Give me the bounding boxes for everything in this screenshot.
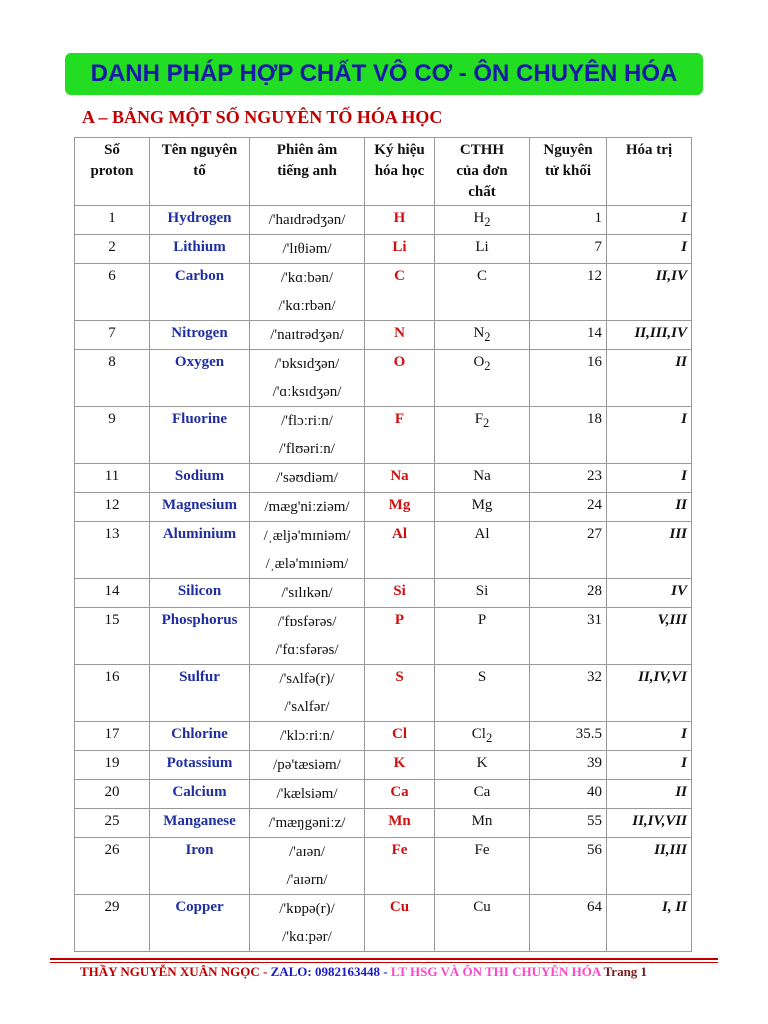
- cell-symbol: P: [365, 608, 435, 665]
- cell-proton: 13: [75, 522, 150, 579]
- phonetic-line: /'sʌlfə(r)/: [279, 671, 335, 687]
- header-symbol: Ký hiệu hóa học: [365, 138, 435, 206]
- cell-valence: II,IV: [607, 264, 692, 321]
- cell-symbol: H: [365, 206, 435, 235]
- formula-text: Fe: [474, 842, 490, 858]
- cell-proton: 14: [75, 579, 150, 608]
- cell-atomic-mass: 32: [530, 665, 607, 722]
- cell-element-name: Manganese: [150, 809, 250, 838]
- cell-valence: II,IV,VI: [607, 665, 692, 722]
- phonetic-line: /'mæŋgəniːz/: [268, 815, 346, 831]
- cell-element-name: Nitrogen: [150, 321, 250, 350]
- cell-element-name: Aluminium: [150, 522, 250, 579]
- phonetic-line: /'haɪdrədʒən/: [268, 212, 346, 228]
- cell-valence: V,III: [607, 608, 692, 665]
- table-header-row: [75, 138, 692, 206]
- footer: [80, 964, 647, 980]
- formula-text: O: [473, 354, 485, 370]
- formula-text: Mg: [471, 497, 493, 513]
- table-row: [75, 780, 692, 809]
- cell-valence: I: [607, 751, 692, 780]
- section-heading: A – BẢNG MỘT SỐ NGUYÊN TỐ HÓA HỌC: [82, 107, 443, 127]
- cell-element-name: Potassium: [150, 751, 250, 780]
- table-row: [75, 493, 692, 522]
- cell-phonetic: [250, 838, 365, 895]
- cell-proton: 2: [75, 235, 150, 264]
- cell-symbol: Mn: [365, 809, 435, 838]
- cell-proton: 19: [75, 751, 150, 780]
- phonetic-line: /'sɪlɪkən/: [281, 585, 333, 601]
- formula-text: Al: [474, 526, 490, 542]
- cell-symbol: S: [365, 665, 435, 722]
- cell-element-name: Iron: [150, 838, 250, 895]
- title-banner: [65, 53, 703, 95]
- formula-text: N: [473, 325, 485, 341]
- table-row: [75, 407, 692, 464]
- table-row: [75, 206, 692, 235]
- formula-text: P: [477, 612, 487, 628]
- footer-separator: -: [379, 964, 391, 979]
- cell-proton: 25: [75, 809, 150, 838]
- cell-phonetic: [250, 464, 365, 493]
- cell-valence: II,III,IV: [607, 321, 692, 350]
- formula-text: F: [474, 411, 484, 427]
- cell-atomic-mass: 1: [530, 206, 607, 235]
- cell-symbol: K: [365, 751, 435, 780]
- table-row: [75, 579, 692, 608]
- cell-valence: III: [607, 522, 692, 579]
- cell-element-name: Phosphorus: [150, 608, 250, 665]
- phonetic-line: /'fɒsfərəs/: [277, 614, 337, 630]
- formula-text: Na: [473, 468, 491, 484]
- cell-atomic-mass: 23: [530, 464, 607, 493]
- cell-element-name: Calcium: [150, 780, 250, 809]
- header-name: Tên nguyên tố: [150, 138, 250, 206]
- cell-formula: [435, 522, 530, 579]
- cell-valence: II: [607, 780, 692, 809]
- cell-phonetic: [250, 665, 365, 722]
- phonetic-line: /'ɑːksɪdʒən/: [272, 384, 342, 400]
- cell-phonetic: [250, 264, 365, 321]
- formula-subscript: 2: [485, 731, 493, 745]
- cell-valence: I: [607, 407, 692, 464]
- cell-symbol: Si: [365, 579, 435, 608]
- cell-phonetic: [250, 751, 365, 780]
- cell-symbol: Cu: [365, 895, 435, 952]
- table-row: [75, 321, 692, 350]
- phonetic-line: /'aɪərn/: [286, 872, 328, 888]
- footer-rule-thin: [50, 962, 718, 963]
- phonetic-line: /'kælsiəm/: [276, 786, 338, 802]
- cell-phonetic: [250, 522, 365, 579]
- phonetic-line: /'lɪθiəm/: [282, 241, 332, 257]
- cell-atomic-mass: 35.5: [530, 722, 607, 751]
- header-mass: Nguyên tử khối: [530, 138, 607, 206]
- cell-atomic-mass: 16: [530, 350, 607, 407]
- footer-course: LT HSG VÀ ÔN THI CHUYÊN HÓA: [390, 964, 601, 979]
- cell-proton: 1: [75, 206, 150, 235]
- cell-proton: 12: [75, 493, 150, 522]
- cell-formula: [435, 579, 530, 608]
- cell-valence: I: [607, 464, 692, 493]
- cell-formula: [435, 493, 530, 522]
- cell-symbol: Mg: [365, 493, 435, 522]
- phonetic-line: /'səʊdiəm/: [276, 470, 338, 486]
- cell-symbol: Al: [365, 522, 435, 579]
- formula-subscript: 2: [484, 359, 491, 373]
- cell-atomic-mass: 28: [530, 579, 607, 608]
- cell-symbol: F: [365, 407, 435, 464]
- phonetic-line: /'klɔːriːn/: [279, 728, 335, 744]
- cell-element-name: Silicon: [150, 579, 250, 608]
- cell-formula: [435, 407, 530, 464]
- cell-symbol: Fe: [365, 838, 435, 895]
- cell-valence: II: [607, 493, 692, 522]
- phonetic-line: /'naɪtrədʒən/: [270, 327, 344, 343]
- formula-text: H: [473, 210, 485, 226]
- cell-phonetic: [250, 407, 365, 464]
- cell-formula: [435, 809, 530, 838]
- phonetic-line: /ˌæljə'mɪniəm/: [263, 528, 351, 544]
- formula-text: C: [476, 268, 487, 284]
- header-phonetic: Phiên âm tiếng anh: [250, 138, 365, 206]
- phonetic-line: /'kɒpə(r)/: [279, 901, 335, 917]
- cell-symbol: C: [365, 264, 435, 321]
- table-row: [75, 464, 692, 493]
- cell-phonetic: [250, 608, 365, 665]
- phonetic-line: /mæg'niːziəm/: [264, 499, 350, 515]
- formula-text: S: [477, 669, 487, 685]
- cell-formula: [435, 264, 530, 321]
- table-row: [75, 264, 692, 321]
- page-title: DANH PHÁP HỢP CHẤT VÔ CƠ - ÔN CHUYÊN HÓA: [90, 60, 678, 87]
- cell-proton: 16: [75, 665, 150, 722]
- cell-phonetic: [250, 722, 365, 751]
- cell-symbol: Li: [365, 235, 435, 264]
- footer-separator: -: [259, 964, 271, 979]
- cell-formula: [435, 321, 530, 350]
- phonetic-line: /'flʊəriːn/: [279, 441, 335, 457]
- footer-zalo: ZALO: 0982163448: [270, 964, 380, 979]
- element-table: [74, 137, 692, 952]
- formula-text: Li: [475, 239, 489, 255]
- cell-phonetic: [250, 350, 365, 407]
- cell-valence: II,IV,VII: [607, 809, 692, 838]
- table-row: [75, 838, 692, 895]
- formula-text: Mn: [471, 813, 493, 829]
- cell-valence: IV: [607, 579, 692, 608]
- phonetic-line: /ˌælə'mɪniəm/: [265, 556, 349, 572]
- phonetic-line: /'sʌlfər/: [284, 699, 330, 715]
- footer-page-number: Trang 1: [603, 964, 648, 979]
- cell-atomic-mass: 55: [530, 809, 607, 838]
- cell-element-name: Sodium: [150, 464, 250, 493]
- cell-proton: 6: [75, 264, 150, 321]
- table-row: [75, 665, 692, 722]
- table-row: [75, 895, 692, 952]
- cell-proton: 15: [75, 608, 150, 665]
- cell-valence: II: [607, 350, 692, 407]
- formula-text: Si: [475, 583, 489, 599]
- cell-proton: 20: [75, 780, 150, 809]
- cell-phonetic: [250, 895, 365, 952]
- cell-atomic-mass: 56: [530, 838, 607, 895]
- cell-formula: [435, 608, 530, 665]
- table-row: [75, 235, 692, 264]
- cell-atomic-mass: 31: [530, 608, 607, 665]
- cell-atomic-mass: 64: [530, 895, 607, 952]
- cell-atomic-mass: 24: [530, 493, 607, 522]
- cell-atomic-mass: 7: [530, 235, 607, 264]
- cell-element-name: Sulfur: [150, 665, 250, 722]
- formula-subscript: 2: [484, 330, 491, 344]
- cell-symbol: Ca: [365, 780, 435, 809]
- formula-subscript: 2: [484, 215, 491, 229]
- cell-valence: I: [607, 206, 692, 235]
- cell-proton: 11: [75, 464, 150, 493]
- cell-valence: I: [607, 235, 692, 264]
- cell-element-name: Chlorine: [150, 722, 250, 751]
- cell-proton: 8: [75, 350, 150, 407]
- phonetic-line: /'fɑːsfərəs/: [275, 642, 339, 658]
- cell-formula: [435, 464, 530, 493]
- footer-teacher: THẦY NGUYỄN XUÂN NGỌC: [80, 964, 260, 979]
- cell-proton: 7: [75, 321, 150, 350]
- cell-element-name: Copper: [150, 895, 250, 952]
- cell-formula: [435, 350, 530, 407]
- header-formula: CTHH của đơn chất: [435, 138, 530, 206]
- cell-element-name: Fluorine: [150, 407, 250, 464]
- cell-element-name: Hydrogen: [150, 206, 250, 235]
- cell-phonetic: [250, 579, 365, 608]
- cell-atomic-mass: 39: [530, 751, 607, 780]
- cell-symbol: Na: [365, 464, 435, 493]
- cell-element-name: Lithium: [150, 235, 250, 264]
- cell-symbol: Cl: [365, 722, 435, 751]
- cell-valence: I: [607, 722, 692, 751]
- cell-valence: I, II: [607, 895, 692, 952]
- cell-atomic-mass: 12: [530, 264, 607, 321]
- header-valence: Hóa trị: [607, 138, 692, 206]
- phonetic-line: /'kɑːrbən/: [278, 298, 336, 314]
- header-proton: Số proton: [75, 138, 150, 206]
- cell-phonetic: [250, 809, 365, 838]
- cell-phonetic: [250, 206, 365, 235]
- table-row: [75, 751, 692, 780]
- phonetic-line: /'flɔːriːn/: [281, 413, 333, 429]
- cell-symbol: O: [365, 350, 435, 407]
- formula-text: Cu: [473, 899, 491, 915]
- cell-formula: [435, 665, 530, 722]
- phonetic-line: /'kɑːpər/: [282, 929, 332, 945]
- phonetic-line: /'kɑːbən/: [280, 270, 334, 286]
- cell-phonetic: [250, 780, 365, 809]
- cell-phonetic: [250, 321, 365, 350]
- cell-proton: 9: [75, 407, 150, 464]
- cell-element-name: Oxygen: [150, 350, 250, 407]
- phonetic-line: /'aɪən/: [288, 844, 326, 860]
- cell-phonetic: [250, 235, 365, 264]
- cell-formula: [435, 751, 530, 780]
- cell-formula: [435, 206, 530, 235]
- cell-element-name: Magnesium: [150, 493, 250, 522]
- cell-proton: 17: [75, 722, 150, 751]
- table-row: [75, 350, 692, 407]
- cell-proton: 26: [75, 838, 150, 895]
- cell-valence: II,III: [607, 838, 692, 895]
- table-row: [75, 809, 692, 838]
- cell-atomic-mass: 18: [530, 407, 607, 464]
- footer-rule: [50, 958, 718, 960]
- cell-formula: [435, 235, 530, 264]
- cell-formula: [435, 838, 530, 895]
- formula-text: Ca: [473, 784, 491, 800]
- phonetic-line: /pə'tæsiəm/: [273, 757, 341, 773]
- cell-symbol: N: [365, 321, 435, 350]
- cell-atomic-mass: 40: [530, 780, 607, 809]
- formula-subscript: 2: [483, 416, 490, 430]
- table-row: [75, 522, 692, 579]
- cell-element-name: Carbon: [150, 264, 250, 321]
- phonetic-line: /'ɒksɪdʒən/: [274, 356, 340, 372]
- cell-formula: [435, 780, 530, 809]
- cell-atomic-mass: 27: [530, 522, 607, 579]
- cell-atomic-mass: 14: [530, 321, 607, 350]
- cell-formula: [435, 722, 530, 751]
- cell-phonetic: [250, 493, 365, 522]
- formula-text: K: [476, 755, 488, 771]
- cell-formula: [435, 895, 530, 952]
- formula-text: Cl: [471, 726, 486, 742]
- cell-proton: 29: [75, 895, 150, 952]
- table-row: [75, 608, 692, 665]
- table-row: [75, 722, 692, 751]
